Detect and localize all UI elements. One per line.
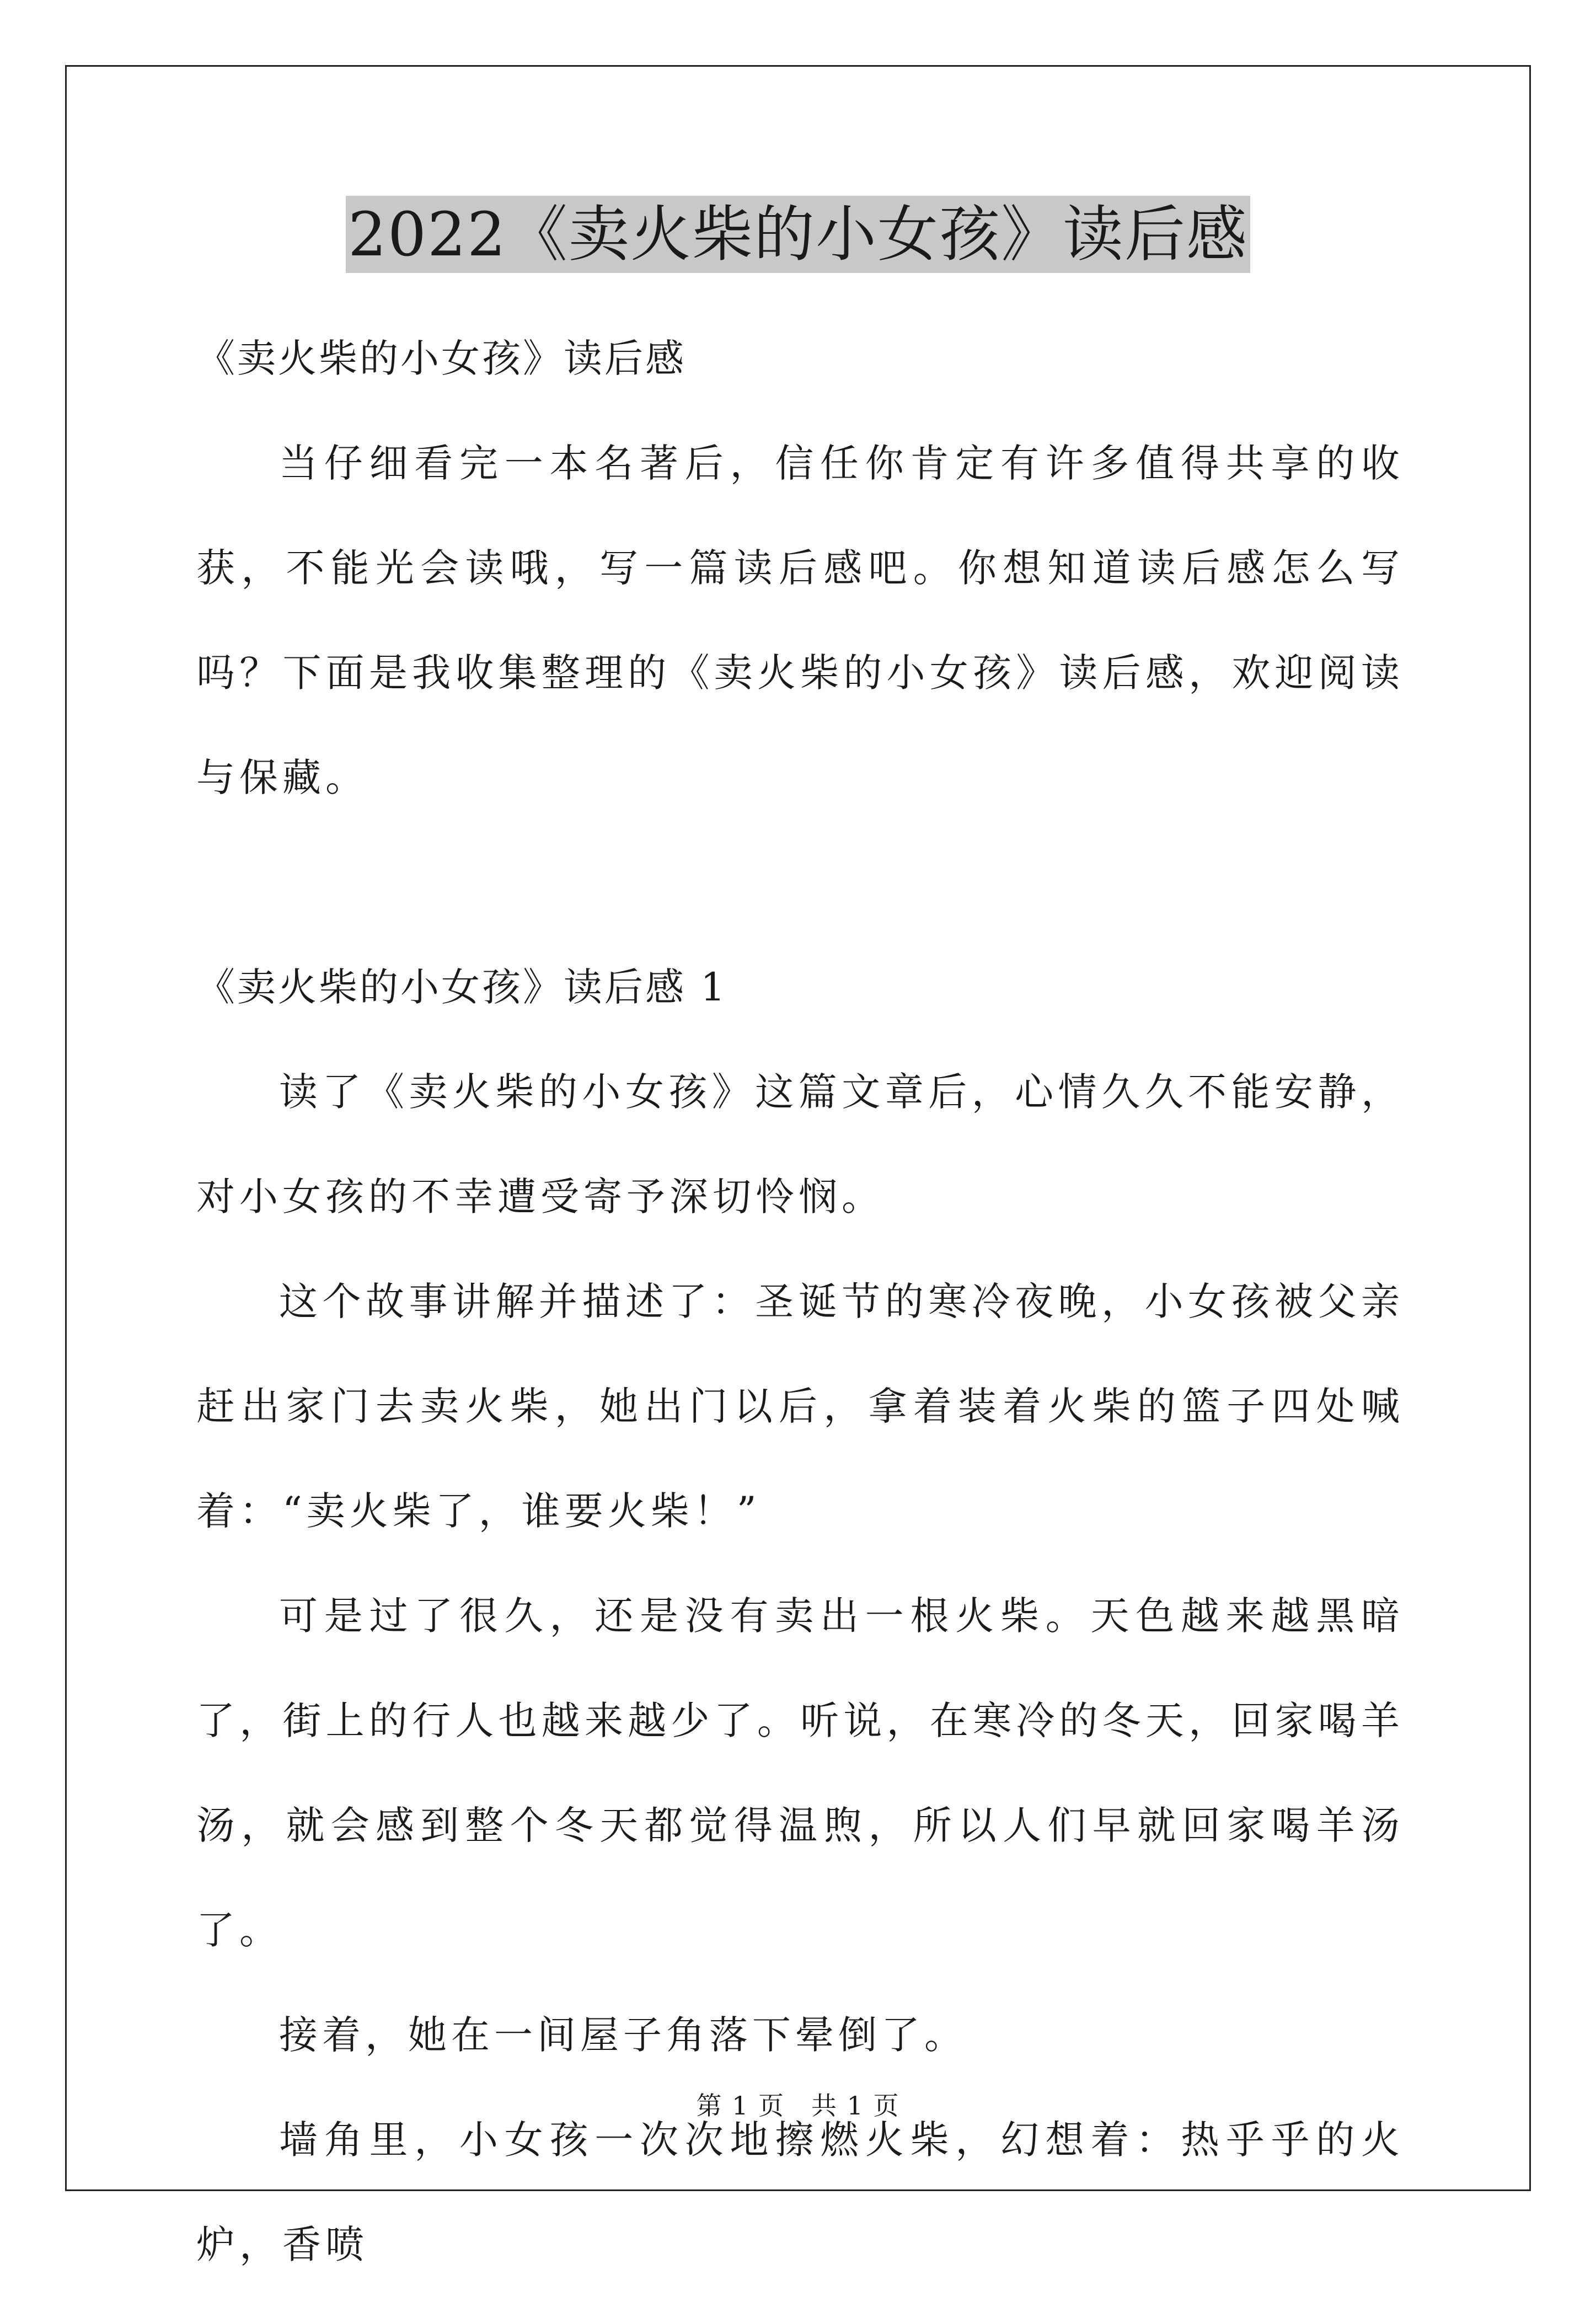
section1-heading: 《卖火柴的小女孩》读后感 1 xyxy=(196,965,727,1010)
body-paragraph-2: 这个故事讲解并描述了：圣诞节的寒冷夜晚，小女孩被父亲赶出家门去卖火柴，她出门以后，拿着装着火柴的篮子四处喊着：“卖火柴了，谁要火柴！” xyxy=(196,1279,1404,1534)
body-paragraph-1: 读了《卖火柴的小女孩》这篇文章后，心情久久不能安静，对小女孩的不幸遭受寄予深切怜悯。 xyxy=(196,1069,1404,1219)
document-title: 2022《卖火柴的小女孩》读后感 xyxy=(346,196,1250,273)
document-body xyxy=(196,306,1404,2297)
intro-paragraph: 当仔细看完一本名著后，信任你肯定有许多值得共享的收获，不能光会读哦，写一篇读后感吧。你想知道读后感怎么写吗？下面是我收集整理的《卖火柴的小女孩》读后感，欢迎阅读与保藏。 xyxy=(196,441,1404,800)
title-container xyxy=(0,196,1596,273)
body-paragraph-4: 接着，她在一间屋子角落下晕倒了。 xyxy=(279,2012,967,2058)
body-paragraph-5: 墙角里，小女孩一次次地擦燃火柴，幻想着：热乎乎的火炉，香喷 xyxy=(196,2117,1404,2267)
page-footer: 第 1 页 共 1 页 xyxy=(696,2091,900,2121)
intro-heading: 《卖火柴的小女孩》读后感 xyxy=(196,336,686,381)
body-paragraph-3: 可是过了很久，还是没有卖出一根火柴。天色越来越黑暗了，街上的行人也越来越少了。听说，在寒冷的冬天，回家喝羊汤，就会感到整个冬天都觉得温煦，所以人们早就回家喝羊汤了。 xyxy=(196,1593,1404,1953)
section-gap xyxy=(196,830,1404,935)
